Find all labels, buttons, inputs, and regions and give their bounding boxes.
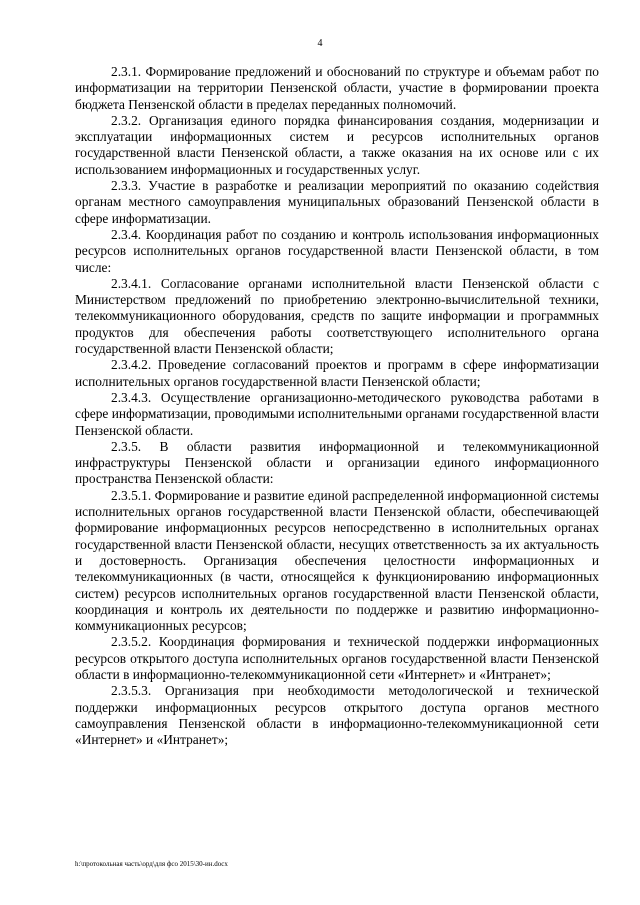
- footer-file-path: h:\протокольная часть\орд\для фсо 2015\30-ин.docx: [75, 860, 228, 868]
- paragraph-2-3-4: 2.3.4. Координация работ по созданию и контроль использования информационных ресурсов исполнительных органов государственной власти Пензенской области, в том числе:: [75, 226, 599, 275]
- document-body: [75, 64, 599, 748]
- paragraph-2-3-4-3: 2.3.4.3. Осуществление организационно-методического руководства работами в сфере информатизации, проводимыми исполнительными органами государственной власти Пензенской области.: [75, 389, 599, 438]
- paragraph-2-3-5-2: 2.3.5.2. Координация формирования и технической поддержки информационных ресурсов открытого доступа исполнительных органов государственной власти Пензенской области в информационно-телекоммуникационной сети «Интернет» и «Интранет»;: [75, 634, 599, 682]
- paragraph-2-3-5-3: 2.3.5.3. Организация при необходимости методологической и технической поддержки информационных ресурсов открытого доступа органов местного самоуправления Пензенской области в информационно-телекоммуникационной сети «Интернет» и «Интранет»;: [75, 683, 599, 748]
- paragraph-2-3-2: 2.3.2. Организация единого порядка финансирования создания, модернизации и эксплуатации информационных систем и ресурсов исполнительных органов государственной власти Пензенской области, а также оказания на их основе или с их использованием информационных и государственных услуг.: [75, 112, 599, 177]
- page-number: 4: [317, 38, 323, 49]
- paragraph-2-3-3: 2.3.3. Участие в разработке и реализации мероприятий по оказанию содействия органам местного самоуправления муниципальных образований Пензенской области в сфере информатизации.: [75, 178, 599, 226]
- paragraph-2-3-4-2: 2.3.4.2. Проведение согласований проектов и программ в сфере информатизации исполнительных органов государственной власти Пензенской области;: [75, 357, 599, 389]
- paragraph-2-3-5-1: 2.3.5.1. Формирование и развитие единой распределенной информационной системы исполнительных органов государственной власти Пензенской области, обеспечивающей формирование информационных ресурсов непосредственно в исполнительных органах государственной власти Пензенской области, несущих ответственность за их актуальность и достоверность. Организация обеспечения целостности информационных и телекоммуникационных (в части, относящейся к функционированию информационных систем) ресурсов исполнительных органов государственной власти Пензенской области, координация и контроль их деятельности по поддержке и развитию информационно-коммуникационных ресурсов;: [75, 487, 599, 634]
- paragraph-2-3-5: 2.3.5. В области развития информационной и телекоммуникационной инфраструктуры Пензенской области и организации единого информационного пространства Пензенской области:: [75, 438, 599, 487]
- paragraph-2-3-4-1: 2.3.4.1. Согласование органами исполнительной власти Пензенской области с Министерством предложений по приобретению электронно-вычислительной техники, телекоммуникационного оборудования, средств по защите информации и программных продуктов для обеспечения работы соответствующего исполнительного органа государственной власти Пензенской области;: [75, 275, 599, 357]
- paragraph-2-3-1: 2.3.1. Формирование предложений и обоснований по структуре и объемам работ по информатизации на территории Пензенской области, участие в формировании проекта бюджета Пензенской области в пределах переданных полномочий.: [75, 64, 599, 112]
